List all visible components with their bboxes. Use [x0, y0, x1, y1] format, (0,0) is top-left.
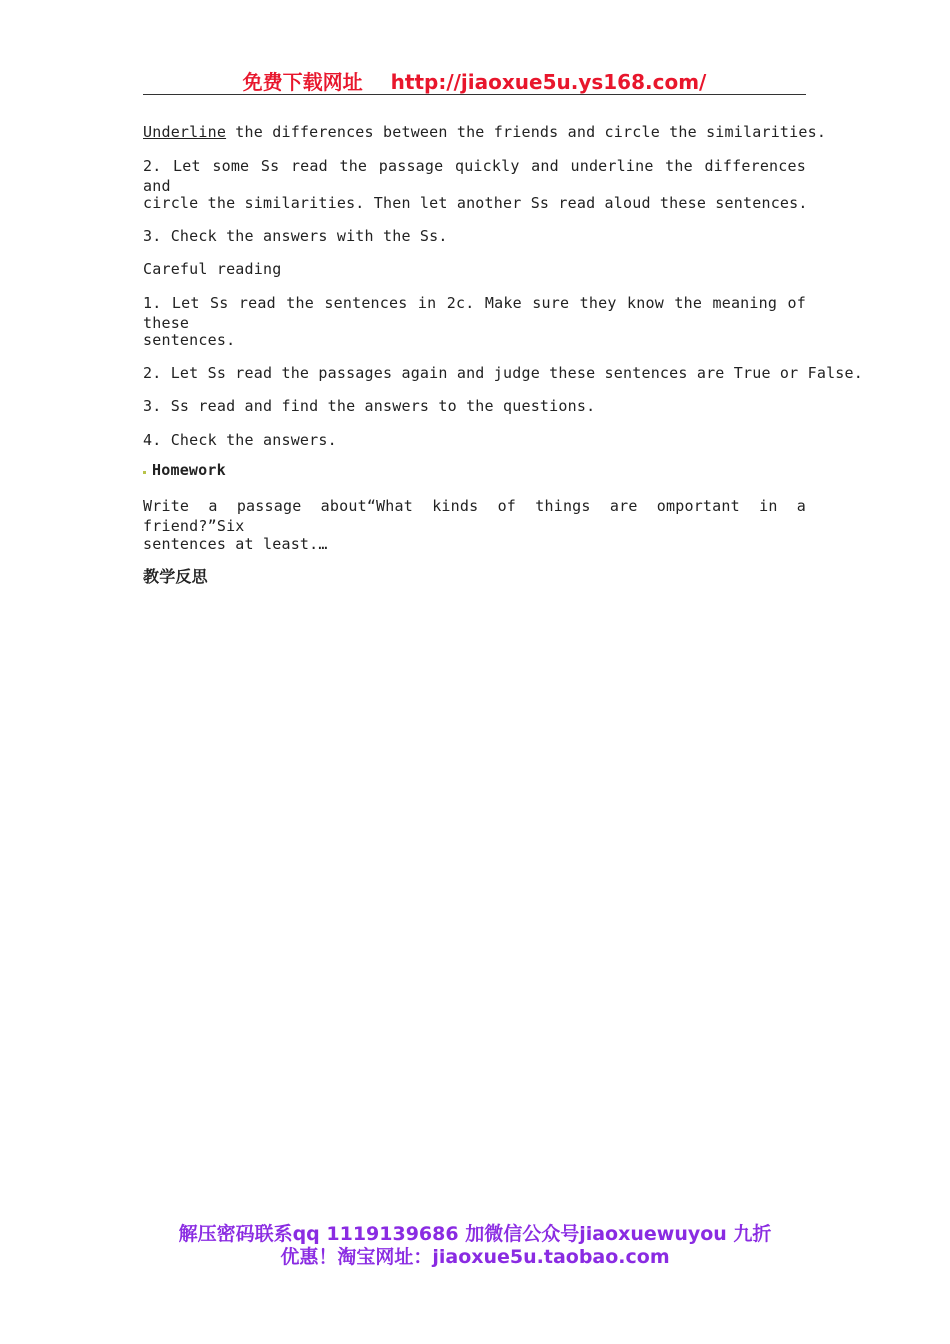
- instruction-line-4: 3. Check the answers with the Ss.: [143, 227, 448, 245]
- homework-label: Homework: [152, 461, 226, 479]
- reflection-heading: 教学反思: [143, 567, 208, 586]
- instruction-line-10: 4. Check the answers.: [143, 431, 337, 449]
- instruction-line-3: circle the similarities. Then let another Ss read aloud these sentences.: [143, 194, 808, 212]
- instruction-line-7: sentences.: [143, 331, 236, 349]
- page-header: [143, 66, 806, 95]
- instruction-line-6: 1. Let Ss read the sentences in 2c. Make sure they know the meaning of these: [143, 294, 806, 332]
- footer-line-2: 优惠！淘宝网址：jiaoxue5u.taobao.com: [280, 1246, 670, 1268]
- header-url-link[interactable]: http://jiaoxue5u.ys168.com/: [390, 70, 707, 94]
- instruction-line-1: [143, 122, 827, 142]
- instruction-line-2: 2. Let some Ss read the passage quickly and underline the differences and: [143, 157, 806, 195]
- section-heading-careful-reading: Careful reading: [143, 260, 282, 278]
- bullet-dot: [143, 471, 146, 474]
- footer-line-1: 解压密码联系qq 1119139686 加微信公众号jiaoxuewuyou 九折: [178, 1223, 772, 1245]
- header-label: 免费下载网址: [242, 70, 363, 94]
- homework-line-1: Write a passage about“What kinds of things are omportant in a friend?”Six: [143, 497, 806, 535]
- line-1-text: the differences between the friends and circle the similarities.: [226, 123, 827, 141]
- homework-heading: [143, 460, 806, 480]
- homework-line-2: sentences at least.…: [143, 535, 328, 553]
- instruction-line-9: 3. Ss read and find the answers to the questions.: [143, 397, 596, 415]
- underlined-word: Underline: [143, 123, 227, 141]
- instruction-line-8: 2. Let Ss read the passages again and judge these sentences are True or False.: [143, 364, 863, 382]
